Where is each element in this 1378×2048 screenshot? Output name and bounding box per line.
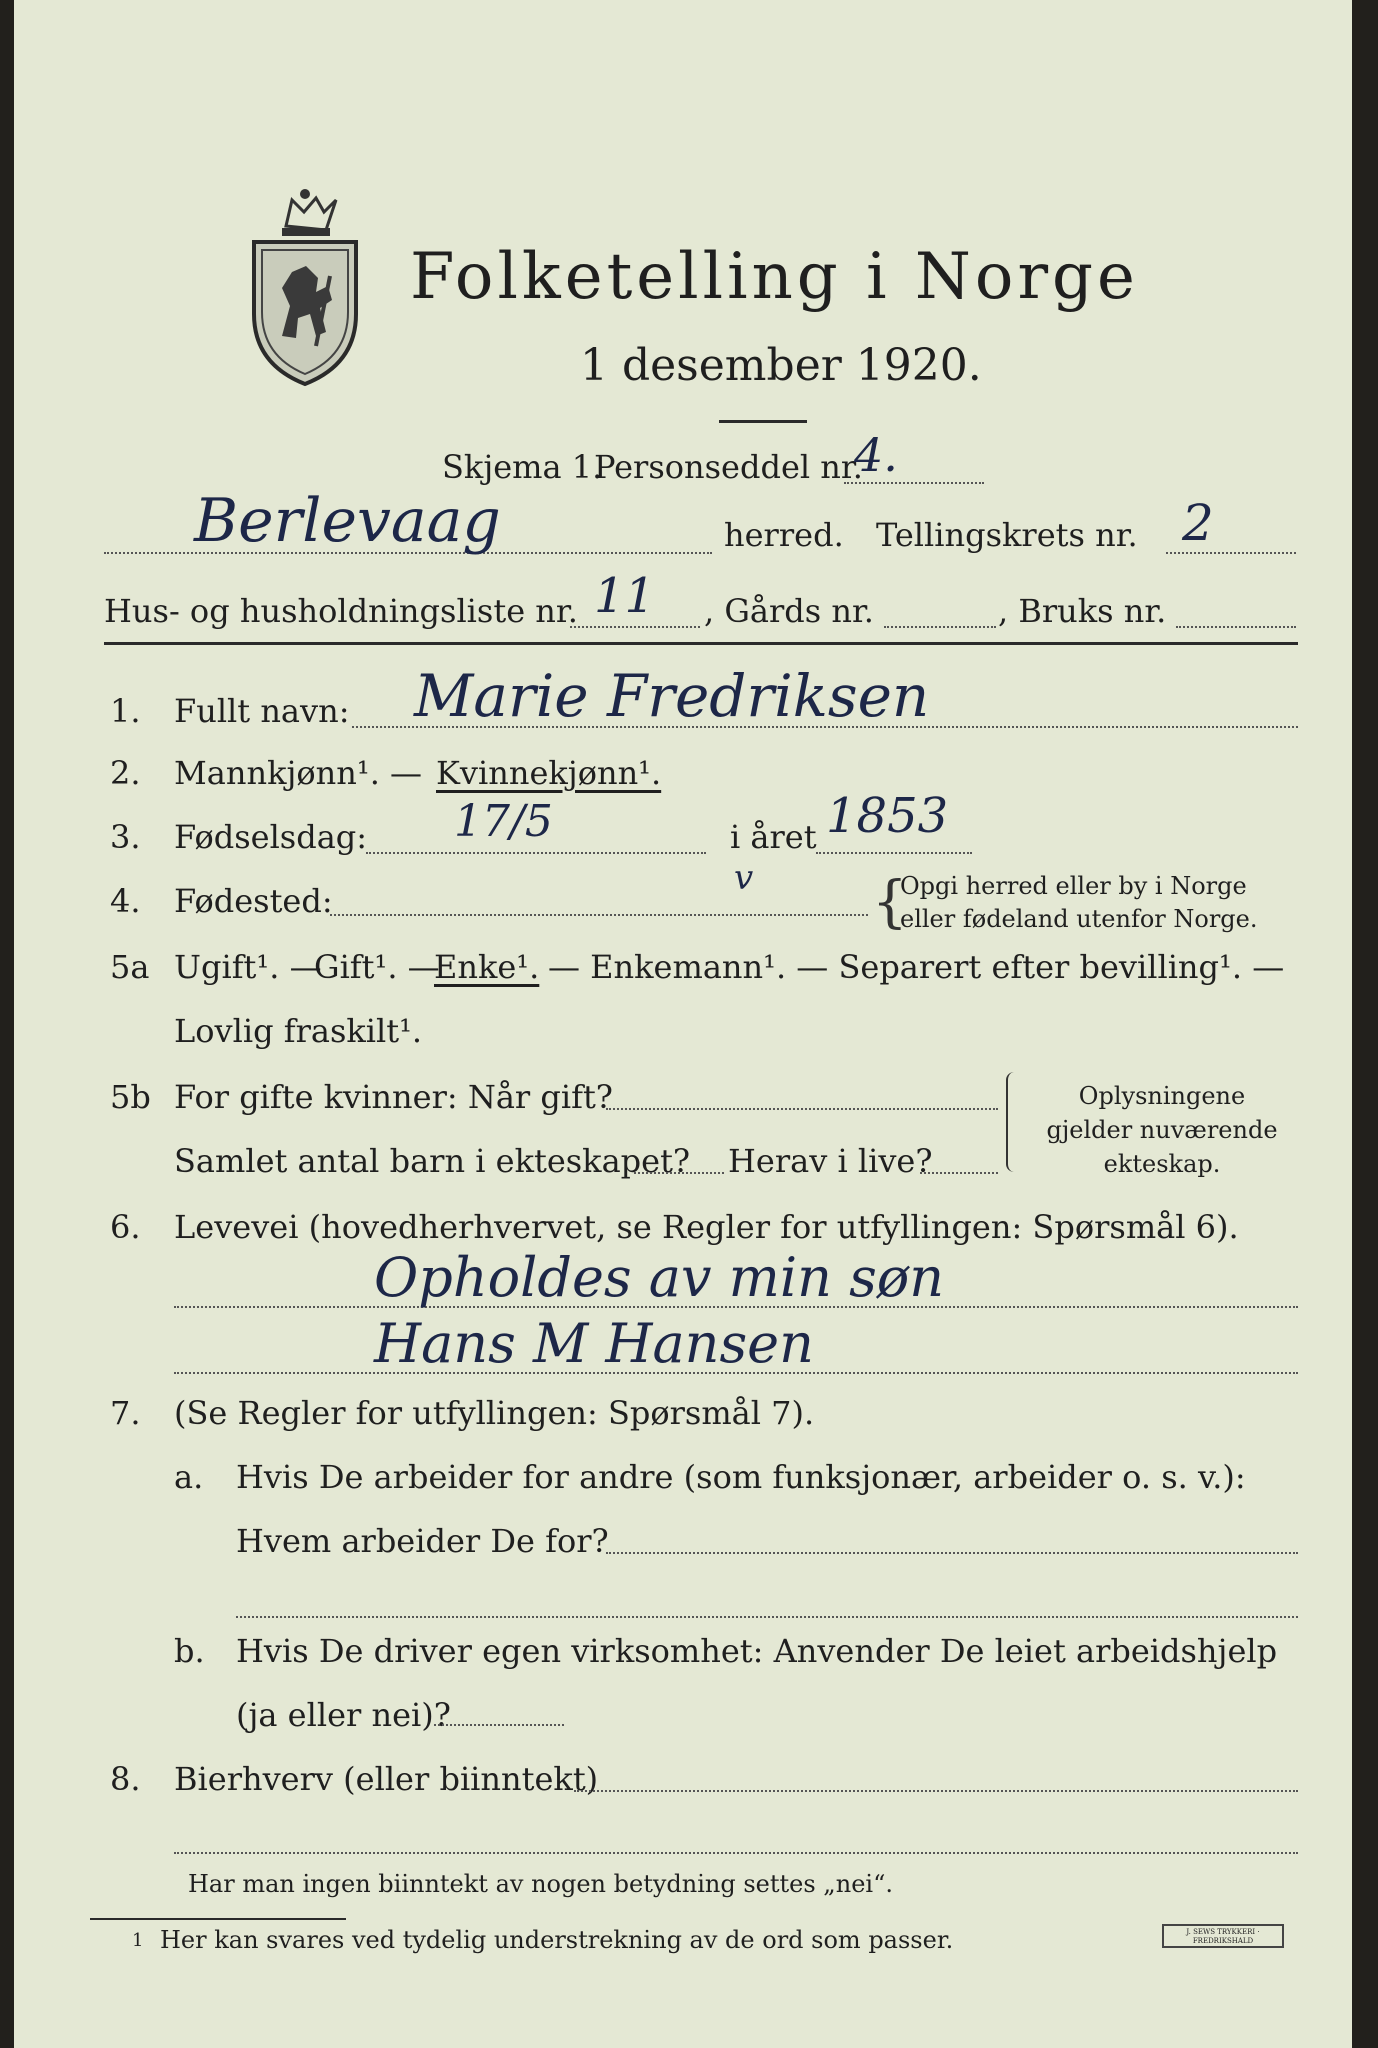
marriage-note-line3: ekteskap. <box>1103 1150 1221 1178</box>
occupation-value-1: Opholdes av min søn <box>374 1246 945 1309</box>
census-date: 1 desember 1920. <box>580 340 982 391</box>
q8-number: 8. <box>110 1760 141 1798</box>
birthplace-note-line1: Opgi herred eller by i Norge <box>900 872 1247 900</box>
husliste-value: 11 <box>594 568 656 624</box>
when-married-line <box>606 1108 998 1110</box>
q5b-number: 5b <box>110 1078 151 1116</box>
norway-coat-of-arms-icon <box>246 186 364 388</box>
male-option: Mannkjønn¹. — <box>174 754 423 792</box>
birthday-line <box>366 852 706 854</box>
side-income-line-1 <box>574 1790 1298 1792</box>
q4-label: Fødested: <box>174 882 333 920</box>
printer-stamp: J. SEWS TRYKKERI · FREDRIKSHALD <box>1162 1924 1284 1948</box>
employer-label: Hvem arbeider De for? <box>236 1522 609 1560</box>
q5a-number: 5a <box>110 948 150 986</box>
q7b-text: Hvis De driver egen virksomhet: Anvender De leiet arbeidshjelp <box>236 1632 1278 1670</box>
q1-label: Fullt navn: <box>174 692 350 730</box>
marital-other-options: — Enkemann¹. — Separert efter bevilling¹. — <box>548 948 1285 986</box>
herred-value: Berlevaag <box>194 486 501 556</box>
herred-label: herred. <box>724 516 844 554</box>
hired-help-line <box>434 1724 564 1726</box>
children-alive-label: Herav i live? <box>728 1142 933 1180</box>
marriage-note-bracket <box>1006 1072 1014 1172</box>
header-rule <box>104 642 1298 645</box>
employer-line-2 <box>236 1616 1298 1618</box>
birthplace-note-brace: { <box>872 870 908 935</box>
occupation-value-2: Hans M Hansen <box>374 1312 814 1375</box>
q7-label: (Se Regler for utfyllingen: Spørsmål 7). <box>174 1394 815 1432</box>
hired-help-label: (ja eller nei)? <box>236 1696 451 1734</box>
personseddel-label: Personseddel nr. <box>594 448 863 486</box>
married-option: Gift¹. — <box>314 948 440 986</box>
unmarried-option: Ugift¹. — <box>174 948 322 986</box>
employer-line-1 <box>606 1552 1298 1554</box>
bruks-label: , Bruks nr. <box>998 592 1167 630</box>
birthplace-line <box>330 914 868 916</box>
bruks-line <box>1176 626 1296 628</box>
full-name-value: Marie Fredriksen <box>414 662 930 730</box>
children-count-label: Samlet antal barn i ekteskapet? <box>174 1142 691 1180</box>
q3-number: 3. <box>110 818 141 856</box>
children-alive-line <box>920 1172 998 1174</box>
husliste-label: Hus- og husholdningsliste nr. <box>104 592 578 630</box>
title-divider <box>719 420 807 423</box>
children-count-line <box>634 1172 724 1174</box>
skjema-label: Skjema 1. <box>442 448 603 486</box>
footnote-mark: 1 <box>132 1930 144 1951</box>
q6-number: 6. <box>110 1208 141 1246</box>
footnote-rule <box>90 1918 346 1920</box>
marriage-note-line2: gjelder nuværende <box>1046 1116 1278 1144</box>
widow-option-underlined: Enke¹. <box>434 948 540 986</box>
marriage-note-line1: Oplysningene <box>1078 1082 1246 1110</box>
divorced-option: Lovlig fraskilt¹. <box>174 1012 423 1050</box>
side-income-line-2 <box>174 1852 1298 1854</box>
side-income-label: Bierhverv (eller biinntekt) <box>174 1760 599 1798</box>
tellingskrets-value: 2 <box>1182 494 1214 552</box>
birthplace-value: v <box>734 858 754 898</box>
q7a-letter: a. <box>174 1458 204 1496</box>
gards-line <box>884 626 996 628</box>
q7-number: 7. <box>110 1394 141 1432</box>
q4-number: 4. <box>110 882 141 920</box>
year-label: i året <box>730 818 817 856</box>
q7b-letter: b. <box>174 1632 205 1670</box>
q7a-text: Hvis De arbeider for andre (som funksjonær, arbeider o. s. v.): <box>236 1458 1246 1496</box>
occupation-label: Levevei (hovedherhvervet, se Regler for utfyllingen: Spørsmål 6). <box>174 1208 1239 1246</box>
birth-year-value: 1853 <box>826 788 949 844</box>
husliste-line <box>570 626 700 628</box>
q3-label: Fødselsdag: <box>174 818 368 856</box>
tellingskrets-label: Tellingskrets nr. <box>876 516 1138 554</box>
footnote-text: Her kan svares ved tydelig understrekning av de ord som passer. <box>160 1926 954 1954</box>
female-option-underlined: Kvinnekjønn¹. <box>436 754 662 792</box>
census-form-page <box>14 0 1352 2048</box>
birth-year-line <box>816 852 972 854</box>
tellingskrets-line <box>1166 552 1296 554</box>
form-title: Folketelling i Norge <box>410 240 1139 314</box>
side-income-note: Har man ingen biinntekt av nogen betydning settes „nei“. <box>188 1870 893 1898</box>
personseddel-line <box>844 482 984 484</box>
q2-number: 2. <box>110 754 141 792</box>
q1-number: 1. <box>110 692 141 730</box>
personseddel-value: 4. <box>854 428 898 482</box>
birthday-value: 17/5 <box>454 796 553 847</box>
when-married-label: For gifte kvinner: Når gift? <box>174 1078 613 1116</box>
gards-label: , Gårds nr. <box>704 592 874 630</box>
birthplace-note-line2: eller fødeland utenfor Norge. <box>900 905 1258 933</box>
